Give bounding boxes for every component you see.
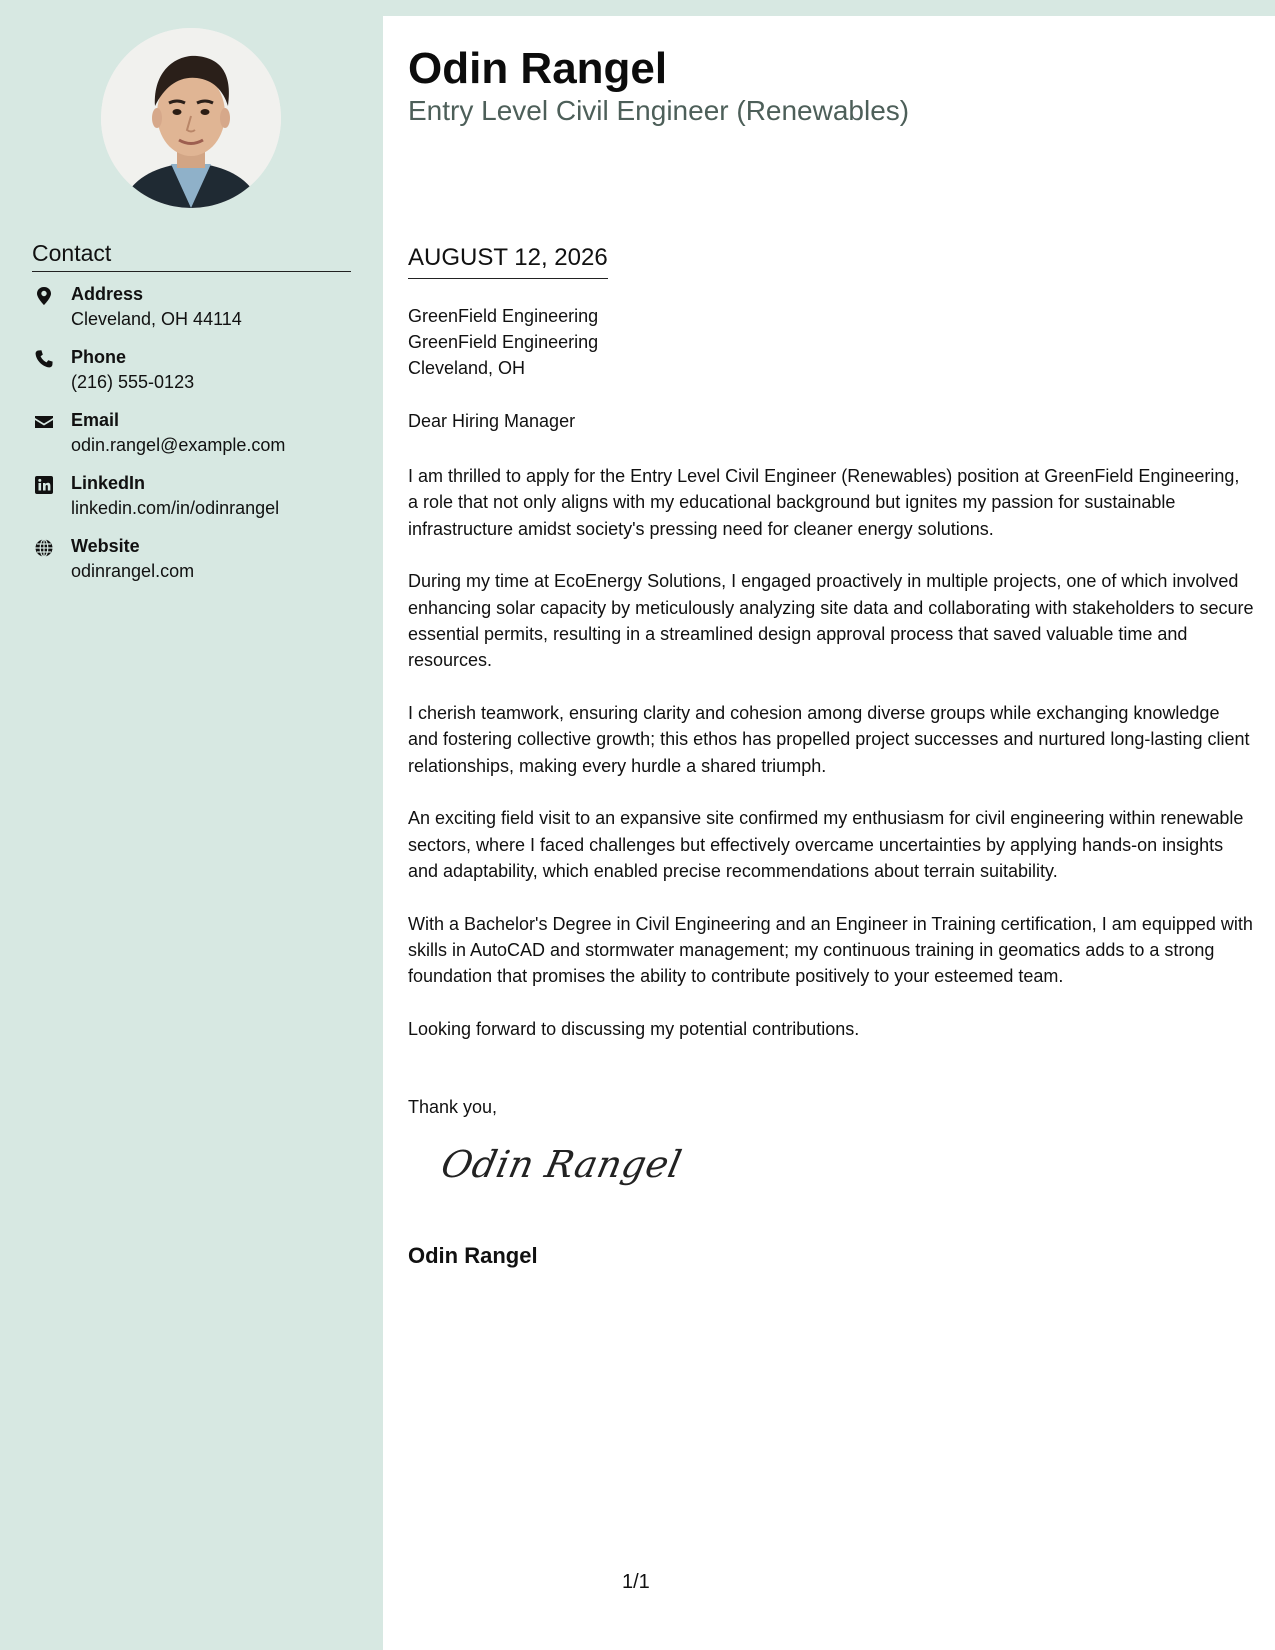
contact-label: Website xyxy=(71,536,140,556)
recipient-line: GreenField Engineering xyxy=(408,306,599,326)
recipient-line: GreenField Engineering xyxy=(408,332,599,352)
envelope-icon xyxy=(34,412,54,432)
body-paragraph: Looking forward to discussing my potential contributions. xyxy=(408,1019,860,1040)
contact-item-phone xyxy=(32,347,362,410)
contact-item-linkedin xyxy=(32,473,362,536)
contact-value: odinrangel.com xyxy=(71,561,195,581)
closing: Thank you, xyxy=(408,1097,498,1117)
phone-icon xyxy=(34,349,54,369)
salutation: Dear Hiring Manager xyxy=(408,411,576,431)
body-paragraph: I cherish teamwork, ensuring clarity and cohesion among diverse groups while exchanging knowledge and fostering collective growth; this ethos has propelled project successes and nurtured long-lasting client relationships, making every hurdle a shared triumph. xyxy=(408,703,1250,776)
handwritten-signature: Odin Rangel xyxy=(437,1143,686,1186)
contact-item-address xyxy=(32,284,362,347)
applicant-name: Odin Rangel xyxy=(408,44,668,93)
contact-value: Cleveland, OH 44114 xyxy=(71,309,242,329)
contact-label: Phone xyxy=(71,347,127,367)
contact-value: odin.rangel@example.com xyxy=(71,435,286,455)
recipient-block xyxy=(408,303,598,381)
job-title: Entry Level Civil Engineer (Renewables) xyxy=(408,95,910,126)
contact-label: Address xyxy=(71,284,144,304)
body-paragraph: I am thrilled to apply for the Entry Level Civil Engineer (Renewables) position at GreenField Engineering, a role that not only aligns with my educational background but ignites my passion for sustainable infrastructure amidst society's pressing need for cleaner energy solutions. xyxy=(408,466,1240,539)
letter-date: AUGUST 12, 2026 xyxy=(408,244,608,279)
avatar xyxy=(101,28,281,208)
letter-body xyxy=(408,463,1254,1069)
body-paragraph: During my time at EcoEnergy Solutions, I engaged proactively in multiple projects, one of which involved enhancing solar capacity by meticulously analyzing site data and collaborating with stakeholders to secure essential permits, resulting in a streamlined design approval process that saved valuable time and resources. xyxy=(408,571,1254,671)
contact-list xyxy=(32,284,362,599)
contact-label: Email xyxy=(71,410,120,430)
body-paragraph: With a Bachelor's Degree in Civil Engineering and an Engineer in Training certification, I am equipped with skills in AutoCAD and stormwater management; my continuous training in geomatics adds to a strong foundation that promises the ability to contribute positively to your esteemed team. xyxy=(408,913,1253,987)
body-paragraph: An exciting field visit to an expansive site confirmed my enthusiasm for civil engineering within renewable sectors, where I faced challenges but effectively overcame uncertainties by applying hands-on insights and adaptability, which enabled precise recommendations about terrain suitability. xyxy=(408,808,1244,882)
contact-heading: Contact xyxy=(32,240,351,272)
contact-item-website xyxy=(32,536,362,599)
contact-item-email xyxy=(32,410,362,473)
recipient-line: Cleveland, OH xyxy=(408,358,526,378)
contact-value: (216) 555-0123 xyxy=(71,372,195,392)
location-pin-icon xyxy=(34,286,54,306)
sidebar xyxy=(0,0,383,1650)
linkedin-icon xyxy=(34,475,54,495)
signed-name: Odin Rangel xyxy=(408,1243,538,1268)
profile-photo xyxy=(101,28,281,208)
contact-label: LinkedIn xyxy=(71,473,146,493)
contact-value: linkedin.com/in/odinrangel xyxy=(71,498,280,518)
globe-icon xyxy=(34,538,54,558)
page-number: 1/1 xyxy=(622,1571,650,1593)
